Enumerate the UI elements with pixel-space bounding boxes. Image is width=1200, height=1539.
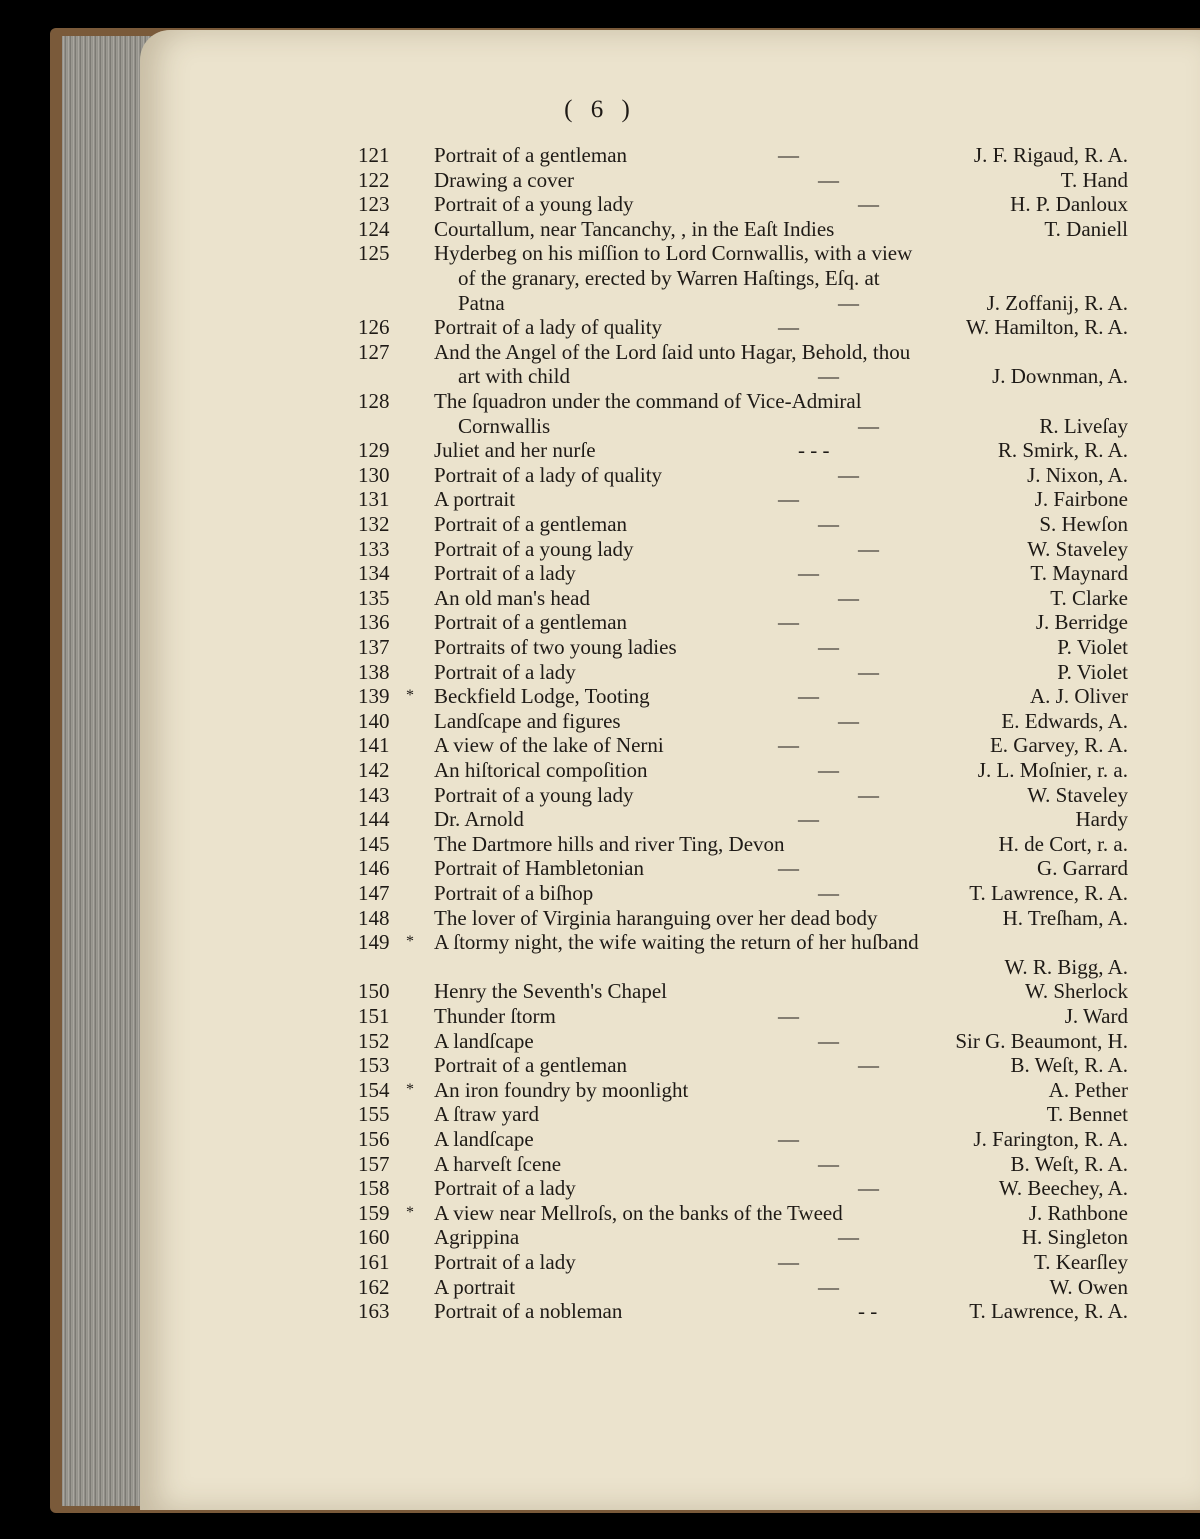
catalogue-entry-line [358,1004,1128,1028]
catalogue-entry-line [358,979,1128,1003]
catalogue-entry-line [358,1275,1128,1299]
entry-number: 146 [358,856,390,881]
catalogue-entry-line [358,1078,1128,1102]
entry-number: 132 [358,512,390,536]
entry-number: 131 [358,487,390,512]
leader-dash: — [818,1151,839,1176]
catalogue-entry-line [358,1250,1128,1274]
leader-dash: — [858,536,879,561]
entry-number: 160 [358,1225,390,1250]
entry-title: A view near Mellroſs, on the banks of the Tweed [434,1200,843,1225]
entry-artist: W. Beechey, A. [998,1176,1128,1201]
leader-dash: — [818,167,839,192]
entry-title: Portrait of a gentleman [434,143,628,167]
entry-title: Portrait of a lady [434,659,576,684]
entry-title: A portrait [434,487,516,512]
entry-number: 154 [358,1077,390,1102]
entry-artist: W. R. Bigg, A. [1004,954,1128,979]
entry-title: A landſcape [434,1127,534,1151]
entry-title: An hiſtorical compoſition [434,758,648,782]
entry-title: Beckfield Lodge, Tooting [434,684,650,709]
entry-number: 133 [358,536,390,561]
entry-title: And the Angel of the Lord ſaid unto Hagar, Behold, thou [434,339,911,364]
entry-artist: J. Farington, R. A. [973,1127,1128,1151]
entry-number: 156 [358,1127,390,1151]
entry-title: Portrait of a lady of quality [434,315,663,340]
entry-number: 142 [358,758,390,782]
entry-artist: W. Hamilton, R. A. [966,315,1128,340]
catalogue-entry-line [358,1127,1128,1151]
entry-title-continuation: of the granary, erected by Warren Haſtings, Eſq. at [458,266,880,290]
entry-artist: H. Treſham, A. [1002,905,1128,930]
leader-dash: — [858,1176,879,1201]
entry-artist: J. Nixon, A. [1027,462,1128,487]
entry-number: 126 [358,315,390,340]
entry-artist: Sir G. Beaumont, H. [955,1028,1128,1053]
entry-title: Juliet and her nurſe [434,438,596,463]
entry-artist: J. F. Rigaud, R. A. [973,143,1128,167]
entry-artist: T. Hand [1060,167,1128,192]
entry-artist: R. Liveſay [1039,413,1128,438]
catalogue-entry-line [358,1176,1128,1200]
catalogue-entry-line [358,684,1128,708]
catalogue-entry-line [358,315,1128,339]
leader-dash: — [818,1028,839,1053]
entry-number: 128 [358,389,390,413]
entry-number: 127 [358,339,390,364]
entry-artist: T. Kearſley [1033,1250,1128,1274]
entry-title: Portrait of a lady of quality [434,462,663,487]
entry-title: An old man's head [434,585,591,610]
entry-artist: T. Maynard [1030,561,1128,586]
entry-title-continuation: Cornwallis [458,413,551,438]
catalogue-entry-line [358,733,1128,757]
catalogue-entry-line [358,192,1128,216]
catalogue-entry-line [358,881,1128,905]
entry-number: 145 [358,831,390,856]
entry-number: 140 [358,708,390,733]
leader-dash: — [778,856,799,881]
entry-artist: J. Ward [1064,1004,1128,1028]
catalogue-entry-line [358,807,1128,831]
entry-artist: J. Rathbone [1028,1200,1128,1225]
entry-artist: E. Edwards, A. [1001,708,1128,733]
entry-artist: R. Smirk, R. A. [997,438,1128,463]
entry-number: 121 [358,143,390,167]
catalogue-entry-line [358,660,1128,684]
catalogue-entry-line [358,832,1128,856]
entry-artist: P. Violet [1057,659,1128,684]
entry-title: A landſcape [434,1028,534,1053]
entry-title: Drawing a cover [434,167,574,192]
leader-dash: — [818,512,839,536]
catalogue-entry-line [358,1029,1128,1053]
entry-number: 135 [358,585,390,610]
entry-number: 159 [358,1200,390,1225]
catalogue-entry-line [358,537,1128,561]
entry-title: Dr. Arnold [434,807,524,832]
catalogue-entry-line [358,487,1128,511]
entry-artist: H. de Cort, r. a. [998,831,1128,856]
entry-number: 124 [358,216,390,241]
page-number: ( 6 ) [564,96,636,123]
leader-dash: — [778,143,799,167]
entry-title: Landſcape and figures [434,708,621,733]
entry-number: 163 [358,1299,390,1324]
asterisk-mark: * [406,933,414,951]
leader-dash: — [778,610,799,635]
leader-dash: - - - [798,438,830,463]
leader-dash: — [818,635,839,659]
catalogue-entry-line [358,438,1128,462]
entry-title: The lover of Virginia haranguing over her dead body [434,905,878,930]
entry-number: 137 [358,635,390,659]
catalogue-entry-line [358,241,1128,265]
catalogue-entry-line [358,168,1128,192]
entry-artist: J. L. Moſnier, r. a. [977,758,1128,782]
leader-dash: — [838,708,859,733]
entry-artist: T. Clarke [1050,585,1128,610]
catalogue-entry-line [358,906,1128,930]
entry-number: 152 [358,1028,390,1053]
entry-title: Courtallum, near Tancanchy, , in the Eaſt Indies [434,216,835,241]
leader-dash: — [778,1127,799,1151]
entry-number: 158 [358,1176,390,1201]
catalogue-entry-line [358,586,1128,610]
entry-artist: S. Hewſon [1039,512,1128,536]
leader-dash: — [818,881,839,905]
entry-title-continuation: Patna [458,290,505,315]
entry-artist: T. Daniell [1044,216,1128,241]
entry-title: Portrait of a gentleman [434,1053,628,1078]
catalogue-entry-line [358,1053,1128,1077]
entry-artist: P. Violet [1057,635,1128,659]
entry-title: Portrait of Hambletonian [434,856,644,881]
leader-dash: — [858,1053,879,1078]
entry-artist: W. Staveley [1027,782,1128,807]
catalogue-entry-line [358,783,1128,807]
entry-number: 141 [358,733,390,758]
entry-title: Portrait of a biſhop [434,881,594,905]
entry-artist: A. J. Oliver [1030,684,1128,709]
entry-title: Henry the Seventh's Chapel [434,979,667,1004]
entry-title: A ſtormy night, the wife waiting the return of her huſband [434,930,919,955]
entry-title-continuation: art with child [458,364,570,389]
entry-title: A harveſt ſcene [434,1151,562,1176]
leader-dash: — [818,1274,839,1299]
entry-title: The ſquadron under the command of Vice-Admiral [434,389,862,413]
entry-number: 129 [358,438,390,463]
entry-number: 122 [358,167,390,192]
entry-title: Portrait of a lady [434,1250,576,1274]
entry-artist: B. Weſt, R. A. [1010,1151,1128,1176]
catalogue-entry-line [358,610,1128,634]
entry-number: 136 [358,610,390,635]
entry-artist: G. Garrard [1037,856,1128,881]
entry-number: 151 [358,1004,390,1028]
entry-artist: J. Downman, A. [992,364,1128,389]
entry-artist: W. Sherlock [1024,979,1128,1004]
entry-title: Agrippina [434,1225,520,1250]
catalogue-entry-line [358,1102,1128,1126]
leader-dash: — [798,561,819,586]
entry-title: Thunder ſtorm [434,1004,556,1028]
entry-title: An iron foundry by moonlight [434,1077,689,1102]
catalogue-entry-line [358,561,1128,585]
catalogue-entry-line [358,709,1128,733]
entry-number: 155 [358,1102,390,1127]
leader-dash: — [778,733,799,758]
leader-dash: — [858,413,879,438]
entry-number: 123 [358,192,390,217]
entry-title: Portrait of a young lady [434,782,634,807]
entry-artist: J. Berridge [1035,610,1128,635]
catalogue-entry-line [358,856,1128,880]
leader-dash: — [778,1004,799,1028]
catalogue-entry-line [358,1225,1128,1249]
entry-artist: W. Owen [1049,1274,1128,1299]
entry-artist: B. Weſt, R. A. [1010,1053,1128,1078]
leader-dash: — [778,315,799,340]
leader-dash: — [838,462,859,487]
entry-title: Portrait of a gentleman [434,610,628,635]
entry-title: A portrait [434,1274,516,1299]
entry-title: Portraits of two young ladies [434,635,677,659]
catalogue-entry-line [358,955,1128,979]
leader-dash: — [858,659,879,684]
entry-number: 144 [358,807,390,832]
leader-dash: — [858,192,879,217]
entry-title: Portrait of a nobleman [434,1299,623,1324]
asterisk-mark: * [406,1080,414,1098]
entry-number: 134 [358,561,390,586]
leader-dash: — [818,758,839,782]
entry-number: 130 [358,462,390,487]
entry-title: Portrait of a lady [434,561,576,586]
leader-dash: — [798,684,819,709]
catalogue-entry-line [358,635,1128,659]
entry-title: Portrait of a young lady [434,192,634,217]
catalogue-entry-line [358,930,1128,954]
entry-artist: T. Bennet [1046,1102,1128,1127]
entry-number: 157 [358,1151,390,1176]
entry-number: 147 [358,881,390,905]
entry-number: 148 [358,905,390,930]
entry-artist: T. Lawrence, R. A. [969,1299,1128,1324]
catalogue-entry-line [358,143,1128,167]
leader-dash: — [838,290,859,315]
entry-artist: A. Pether [1048,1077,1128,1102]
leader-dash: — [818,364,839,389]
leader-dash: — [858,782,879,807]
entry-artist: E. Garvey, R. A. [989,733,1128,758]
entry-artist: T. Lawrence, R. A. [969,881,1128,905]
entry-number: 161 [358,1250,390,1274]
catalogue-entry-line [358,389,1128,413]
entry-number: 149 [358,930,390,955]
entry-artist: H. Singleton [1021,1225,1128,1250]
entry-title: Portrait of a gentleman [434,512,628,536]
leader-dash: — [838,585,859,610]
entry-artist: W. Staveley [1027,536,1128,561]
entry-number: 139 [358,684,390,709]
catalogue-entry-line [358,758,1128,782]
asterisk-mark: * [406,687,414,705]
catalogue-entry-line [358,414,1128,438]
entry-title: Portrait of a young lady [434,536,634,561]
catalogue-entry-line [358,217,1128,241]
entry-artist: J. Fairbone [1034,487,1128,512]
catalogue-entry-line [358,364,1128,388]
leader-dash: - - [858,1299,878,1324]
entry-title: A view of the lake of Nerni [434,733,664,758]
catalogue-entry-line [358,1152,1128,1176]
catalogue-entry-line [358,1299,1128,1323]
leader-dash: — [838,1225,859,1250]
entry-artist: J. Zoffanij, R. A. [986,290,1128,315]
entry-number: 125 [358,241,390,266]
catalogue-entry-line [358,340,1128,364]
catalogue-entry-line [358,463,1128,487]
catalogue-entry-line [358,512,1128,536]
entry-title: A ſtraw yard [434,1102,539,1127]
catalogue-entry-line [358,266,1128,290]
entry-title: Hyderbeg on his miſſion to Lord Cornwallis, with a view [434,241,913,266]
catalogue-entry-line [358,291,1128,315]
catalogue-entry-line [358,1201,1128,1225]
entry-artist: H. P. Danloux [1010,192,1128,217]
entry-number: 150 [358,979,390,1004]
entry-title: The Dartmore hills and river Ting, Devon [434,831,785,856]
entry-number: 153 [358,1053,390,1078]
entry-number: 162 [358,1274,390,1299]
asterisk-mark: * [406,1203,414,1221]
entry-number: 138 [358,659,390,684]
leader-dash: — [778,487,799,512]
entry-number: 143 [358,782,390,807]
leader-dash: — [798,807,819,832]
entry-artist: Hardy [1075,807,1128,832]
entry-title: Portrait of a lady [434,1176,576,1201]
leader-dash: — [778,1250,799,1274]
